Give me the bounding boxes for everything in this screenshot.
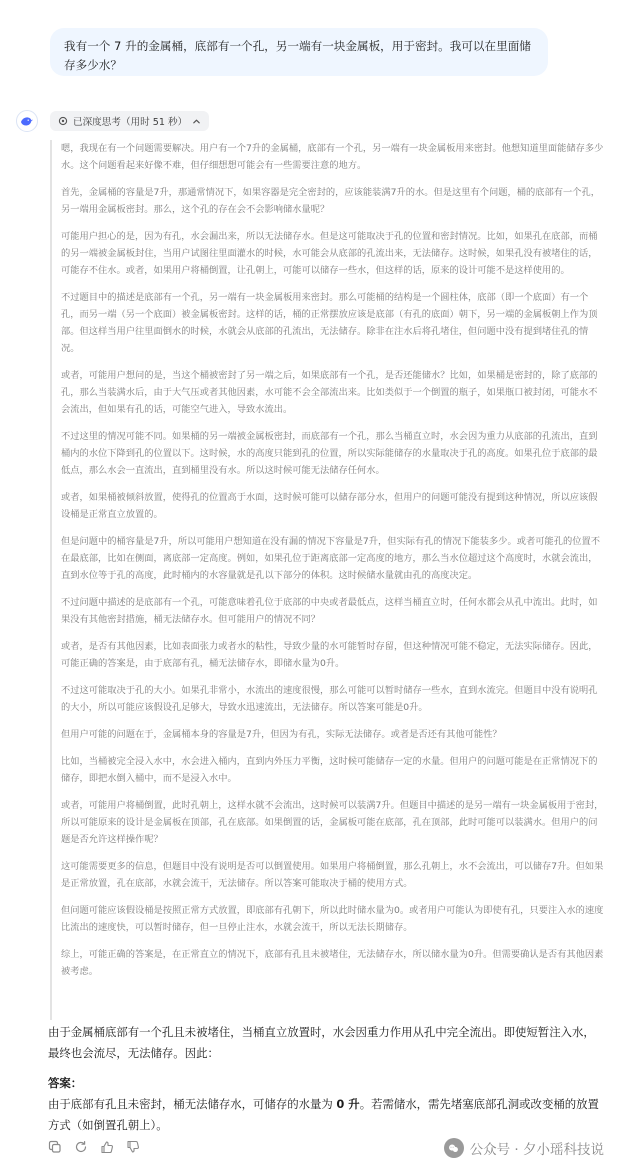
user-message-text: 我有一个 7 升的金属桶，底部有一个孔，另一端有一块金属板，用于密封。我可以在里面储存多少水？	[64, 39, 531, 72]
reasoning-paragraph: 但是问题中的桶容量是7升，所以可能用户想知道在没有漏的情况下容量是7升，但实际有孔的情况下能装多少。或者可能孔的位置不在最底部，比如在侧面，离底部一定高度。例如，如果孔位于距离底部一定高度的地方，那么当水位超过这个高度时，水就会流出，直到水位等于孔的高度，此时桶内的水容量就是孔以下部分的体积。这时候储水量就由孔的高度决定。	[61, 536, 601, 581]
reasoning-paragraph: 但用户可能的问题在于，金属桶本身的容量是7升，但因为有孔，实际无法储存。或者是否还有其他可能性？	[61, 729, 502, 740]
reasoning-paragraph: 不过这里的情况可能不同。如果桶的另一端被金属板密封，而底部有一个孔，那么当桶直立时，水会因为重力从底部的孔流出，直到桶内的水位下降到孔的位置以下。这时候，水的高度只能到孔的位置，所以实际能储存的水量取决于孔的高度。如果孔位于底部的最低点，那么水会一直流出，直到桶里没有水。所以这时候可能无法储存任何水。	[61, 431, 598, 476]
deep-think-toggle[interactable]	[50, 111, 209, 131]
user-message-bubble	[50, 28, 548, 76]
watermark-text: 公众号 · 夕小瑶科技说	[469, 1142, 604, 1158]
reasoning-paragraph: 或者，如果桶被倾斜放置，使得孔的位置高于水面，这时候可能可以储存部分水，但用户的问题可能没有提到这种情况，所以应该假设桶是正常直立放置的。	[61, 492, 598, 520]
answer-value: 0 升	[336, 1097, 360, 1111]
reasoning-paragraph: 综上，可能正确的答案是，在正常直立的情况下，底部有孔且未被堵住，无法储存水，所以储水量为0升。但需要确认是否有其他因素被考虑。	[61, 949, 604, 977]
reasoning-paragraph: 比如，当桶被完全浸入水中，水会进入桶内，直到内外压力平衡，这时候可能储存一定的水量。但用户的问题可能是在正常情况下的储存，即把水倒入桶中，而不是浸入水中。	[61, 756, 598, 784]
reasoning-paragraph: 可能用户担心的是，因为有孔，水会漏出来，所以无法储存水。但是这可能取决于孔的位置和密封情况。比如，如果孔在底部，而桶的另一端被金属板封住，当用户试图往里面灌水的时候，水可能会从底部的孔流出来，无法储存。这时候，如果孔没有被堵住的话，可能存不住水。或者，如果用户将桶倒置，让孔朝上，可能可以储存一些水，但这样的话，原来的设计可能不是这样使用的。	[61, 231, 598, 276]
deep-think-label: 已深度思考（用时 51 秒）	[73, 117, 188, 128]
reasoning-paragraph: 或者，可能用户将桶倒置，此时孔朝上，这样水就不会流出，这时候可以装满7升。但题目中描述的是另一端有一块金属板用于密封，所以可能原来的设计是金属板在顶部，孔在底部。如果倒置的话，金属板可能在底部，孔在顶部，此时可能可以装满水。但用户的问题是否允许这样操作呢？	[61, 800, 604, 845]
watermark	[444, 1138, 604, 1158]
reasoning-paragraph: 首先，金属桶的容量是7升，那通常情况下，如果容器是完全密封的，应该能装满7升的水。但是这里有个问题，桶的底部有一个孔，另一端用金属板密封。那么，这个孔的存在会不会影响储水量呢？	[61, 187, 601, 215]
thumbs-down-icon[interactable]	[126, 1140, 140, 1154]
final-answer	[48, 1022, 604, 1136]
reasoning-paragraph: 这可能需要更多的信息，但题目中没有说明是否可以倒置使用。如果用户将桶倒置，那么孔朝上，水不会流出，可以储存7升。但如果是正常放置，孔在底部，水就会流干，无法储存。所以答案可能取决于桶的使用方式。	[61, 861, 604, 889]
reasoning-panel	[50, 140, 606, 1020]
reasoning-paragraph: 或者，可能用户想问的是，当这个桶被密封了另一端之后，如果底部有一个孔，是否还能储水？比如，如果桶是密封的，除了底部的孔，那么当装满水后，由于大气压或者其他因素，水可能不会全部流出来。比如类似于一个倒置的瓶子，如果瓶口被封闭，可能水不会流出，但如果有孔的话，可能空气进入，导致水流出。	[61, 370, 598, 415]
answer-heading: 答案：	[48, 1076, 83, 1090]
reasoning-paragraph: 嗯，我现在有一个问题需要解决。用户有一个7升的金属桶，底部有一个孔，另一端有一块金属板用来密封。他想知道里面能储存多少水。这个问题看起来好像不难，但仔细想想可能会有一些需要注意的地方。	[61, 143, 604, 171]
reasoning-paragraph: 或者，是否有其他因素，比如表面张力或者水的粘性，导致少量的水可能暂时存留，但这种情况可能不稳定，无法实际储存。因此，可能正确的答案是，由于底部有孔，桶无法储存水，即储水量为0升。	[61, 641, 598, 669]
wechat-logo-icon	[444, 1138, 464, 1158]
reasoning-paragraph: 不过题目中的描述是底部有一个孔，另一端有一块金属板用来密封。那么可能桶的结构是一个圆柱体，底部（即一个底面）有一个孔，而另一端（另一个底面）被金属板密封。这样的话，桶的正常摆放应该是底部（有孔的底面）朝下，另一端的金属板朝上作为顶部。但这样当用户往里面倒水的时候，水就会从底部的孔流出，无法储存。除非在注水后将孔堵住，但问题中没有提到堵住孔的情况。	[61, 292, 598, 354]
assistant-avatar	[16, 110, 38, 132]
answer-intro: 由于金属桶底部有一个孔且未被堵住，当桶直立放置时，水会因重力作用从孔中完全流出。即使短暂注入水，最终也会流尽，无法储存。因此：	[48, 1025, 595, 1060]
answer-text-after: 。若需储水，需先堵塞底部孔洞或改变桶的放置方式（如倒置孔朝上）。	[48, 1097, 599, 1132]
thumbs-up-icon[interactable]	[100, 1140, 114, 1154]
answer-text-before: 由于底部有孔且未密封，桶无法储存水，可储存的水量为	[48, 1097, 337, 1111]
think-icon	[58, 116, 68, 126]
whale-logo-icon	[19, 113, 35, 129]
reasoning-paragraph: 不过问题中描述的是底部有一个孔，可能意味着孔位于底部的中央或者最低点，这样当桶直立时，任何水都会从孔中流出。此时，如果没有其他密封措施，桶无法储存水。但可能用户的情况不同？	[61, 597, 598, 625]
answer-body	[48, 1094, 604, 1136]
message-actions	[48, 1140, 140, 1154]
copy-icon[interactable]	[48, 1140, 62, 1154]
chevron-up-icon	[192, 117, 201, 126]
regenerate-icon[interactable]	[74, 1140, 88, 1154]
reasoning-paragraph: 但问题可能应该假设桶是按照正常方式放置，即底部有孔朝下，所以此时储水量为0。或者用户可能认为即使有孔，只要注入水的速度比流出的速度快，可以暂时储存，但一旦停止注水，水就会流干，所以无法长期储存。	[61, 905, 604, 933]
reasoning-paragraph: 不过这可能取决于孔的大小。如果孔非常小，水流出的速度很慢，那么可能可以暂时储存一些水，直到水流完。但题目中没有说明孔的大小，所以可能应该假设孔足够大，导致水迅速流出，无法储存。所以答案可能是0升。	[61, 685, 598, 713]
